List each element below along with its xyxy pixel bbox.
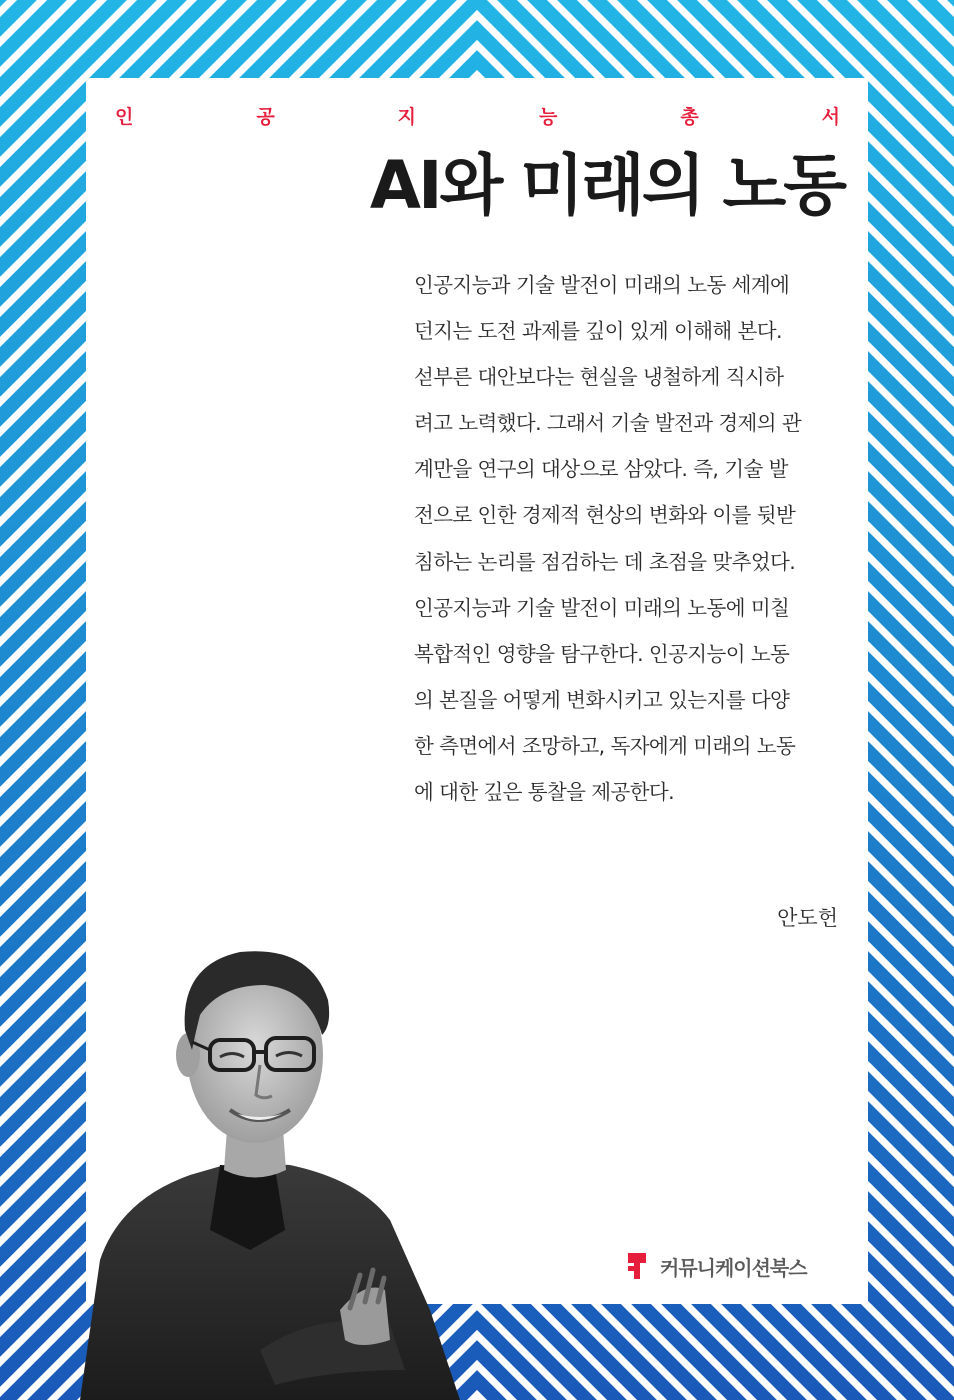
- series-char: 인: [115, 105, 134, 128]
- description-line: 섣부른 대안보다는 현실을 냉철하게 직시하: [414, 365, 784, 390]
- series-char: 서: [821, 105, 840, 128]
- description-line: 인공지능과 기술 발전이 미래의 노동 세계에: [414, 273, 790, 297]
- description-line: 침하는 논리를 점검하는 데 초점을 맞추었다.: [414, 549, 796, 574]
- series-char: 지: [397, 105, 417, 128]
- description-line: 전으로 인한 경제적 현상의 변화와 이를 뒷받: [414, 503, 796, 528]
- publisher-logo: [626, 1248, 807, 1284]
- description-line: 계만을 연구의 대상으로 삼았다. 즉, 기술 발: [414, 457, 788, 482]
- author-name: 안도헌: [777, 906, 838, 930]
- author-portrait: [60, 930, 470, 1400]
- series-label: [115, 100, 840, 130]
- publisher-logo-icon: [626, 1250, 650, 1282]
- description-line: 에 대한 깊은 통찰을 제공한다.: [414, 780, 675, 805]
- description-line: 인공지능과 기술 발전이 미래의 노동에 미칠: [414, 595, 790, 620]
- description-line: 의 본질을 어떻게 변화시키고 있는지를 다양: [414, 687, 790, 712]
- book-title: AI와 미래의 노동: [369, 147, 844, 224]
- description-line: 복합적인 영향을 탐구한다. 인공지능이 노동: [414, 641, 790, 666]
- description-line: 한 측면에서 조망하고, 독자에게 미래의 노동: [414, 733, 796, 758]
- publisher-name: 커뮤니케이션북스: [660, 1255, 807, 1280]
- description-line: 던지는 도전 과제를 깊이 있게 이해해 본다.: [414, 319, 782, 344]
- description-line: 려고 노력했다. 그래서 기술 발전과 경제의 관: [414, 411, 802, 436]
- book-description: [414, 262, 840, 815]
- series-char: 총: [680, 105, 699, 128]
- series-char: 능: [538, 105, 558, 128]
- series-char: 공: [256, 105, 275, 128]
